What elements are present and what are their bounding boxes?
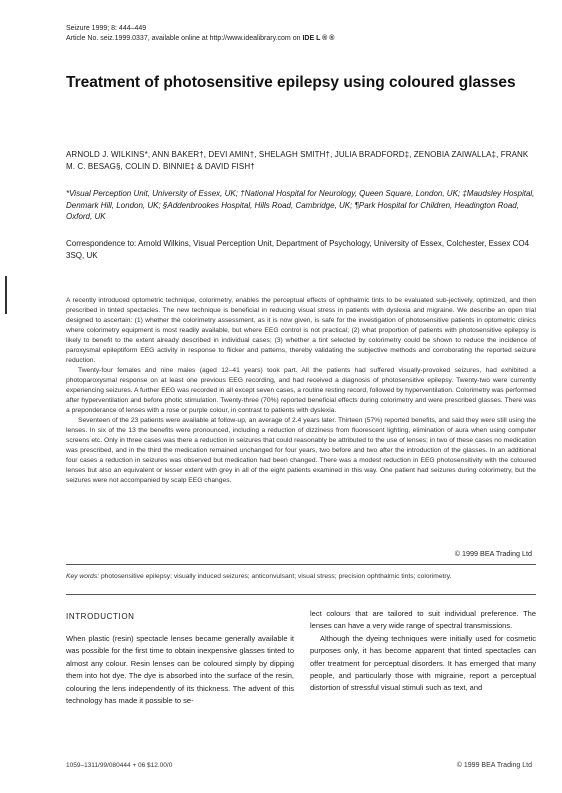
- correspondence: Correspondence to: Arnold Wilkins, Visual Perception Unit, Department of Psychology, University of Essex, Colchester, Essex CO4 3SQ, UK: [66, 239, 530, 260]
- abstract-paragraph: Twenty-four females and nine males (aged 12–41 years) took part. All the patients had suffered visually-provoked seizures, had exhibited a photoparoxysmal response on at least one previous EEG recording, and had received a diagnosis of photosensitive epilepsy. Twenty-two were currently experiencing seizures. A further EEG was recorded in all except seven cases, a routine resting record, followed by hyperventilation. Colorimetry was performed after hyperventilation and before photic stimulation. Twenty-three (70%) reported beneficial effects during colorimetry and were prescribed glasses. There was a preponderance of lenses with a rose or purple colour, in contrast to patients with dyslexia.: [66, 367, 536, 414]
- footer-copyright: © 1999 BEA Trading Ltd: [456, 762, 532, 769]
- body-paragraph: Although the dyeing techniques were initially used for cosmetic purposes only, it has become apparent that tinted spectacles can offer treatment for perceptual disorders. It has emerged that many people, and particularly those with migraine, report a perceptual distortion of stressful visual stimuli such as text, and: [310, 633, 536, 693]
- body-paragraph: lect colours that are tailored to suit individual preference. The lenses can have a very wide range of spectral transmissions.: [310, 609, 536, 631]
- divider-bottom: [66, 594, 536, 595]
- ideal-logo: IDE L ® ®: [302, 35, 335, 42]
- journal-citation: Seizure 1999; 8: 444–449: [66, 25, 147, 32]
- body-paragraph: When plastic (resin) spectacle lenses became generally available it was possible for the first time to obtain inexpensive glasses tinted to almost any colour. Resin lenses can be coloured simply by dipping them into hot dye. The dye is absorbed into the surface of the resin, colouring the lens independently of its thickness. The advent of this technology has made it possible to se-: [66, 634, 294, 706]
- article-availability-text: Article No. seiz.1999.0337, available online at http://www.idealibrary.com on: [66, 35, 301, 42]
- journal-header: [66, 24, 334, 44]
- abstract-copyright: © 1999 BEA Trading Ltd: [454, 549, 532, 558]
- body-column-right: [310, 608, 536, 695]
- keywords-label: Key words:: [66, 573, 100, 580]
- section-heading: INTRODUCTION: [66, 612, 135, 621]
- margin-mark: [5, 276, 7, 314]
- footer-issn: 1059–1311/99/080444 + 06 $12.00/0: [66, 762, 173, 769]
- article-availability: [66, 34, 334, 44]
- keywords-text: photosensitive epilepsy; visually induced seizures; anticonvulsant; visual stress; precision ophthalmic tints; colorimetry.: [100, 573, 452, 580]
- divider-top: [66, 564, 536, 565]
- author-list: ARNOLD J. WILKINS*, ANN BAKER†, DEVI AMIN†, SHELAGH SMITH†, JULIA BRADFORD‡, ZENOBIA ZAIWALLA‡, FRANK M. C. BESAG§, COLIN D. BINNIE‡ & DAVID FISH†: [66, 150, 529, 171]
- abstract-paragraph: A recently introduced optometric technique, colorimetry, enables the perceptual effects of ophthalmic tints to be evaluated sub-jectively, optimized, and then prescribed in tinted spectacles. The new technique is beneficial in reducing visual stress in patients with dyslexia and migraine. We describe an open trial designed to ascertain: (1) whether the colorimetry assessment, as it is now given, is safe for the investigation of photosensitive patients in optometric clinics where colorimetry equipment is most readily available, but where EEG control is not practical; (2) what proportion of patients with photosensitive epilepsy is likely to benefit to the extent already described in individual cases; (3) whether a tint selected by colorimetry could be shown to reduce the incidence of paroxysmal epileptiform EEG activity in response to flicker and patterns, thereby validating the subjective methods and corroborating the reported seizure reduction.: [66, 297, 536, 364]
- keywords: [66, 572, 536, 582]
- affiliations: *Visual Perception Unit, University of Essex, UK; †National Hospital for Neurology, Queen Square, London, UK; ‡Maudsley Hospital, Denmark Hill, London, UK; §Addenbrookes Hospital, Hills Road, Cambridge, UK; ¶Park Hospital for Children, Headington Road, Oxford, UK: [66, 189, 535, 221]
- body-column-left: [66, 633, 294, 707]
- abstract: [66, 296, 536, 486]
- paper-title: Treatment of photosensitive epilepsy using coloured glasses: [66, 74, 516, 91]
- abstract-paragraph: Seventeen of the 23 patients were available at follow-up, an average of 2.4 years later. Thirteen (57%) reported benefits, and said they were still using the lenses. In six of the 13 the benefits were pronounced, including a reduction of dizziness from fluorescent lighting, elimination of aura when using computer screens etc. Only in three cases was there a reduction in seizures that could reasonably be attributed to the use of lenses; in two of these cases no medication was prescribed, and in the third the medication remained unchanged for four years, two before and two after the introduction of the glasses. In an additional four cases a reduction in seizures was observed but medication had been changed. There was a modest reduction in EEG photosensitivity with the coloured lenses but also an equivalent or lesser extent with grey in all of the eight patients examined in this way. One patient had seizures during colorimetry, but the seizures were not accompanied by scalp EEG changes.: [66, 417, 536, 484]
